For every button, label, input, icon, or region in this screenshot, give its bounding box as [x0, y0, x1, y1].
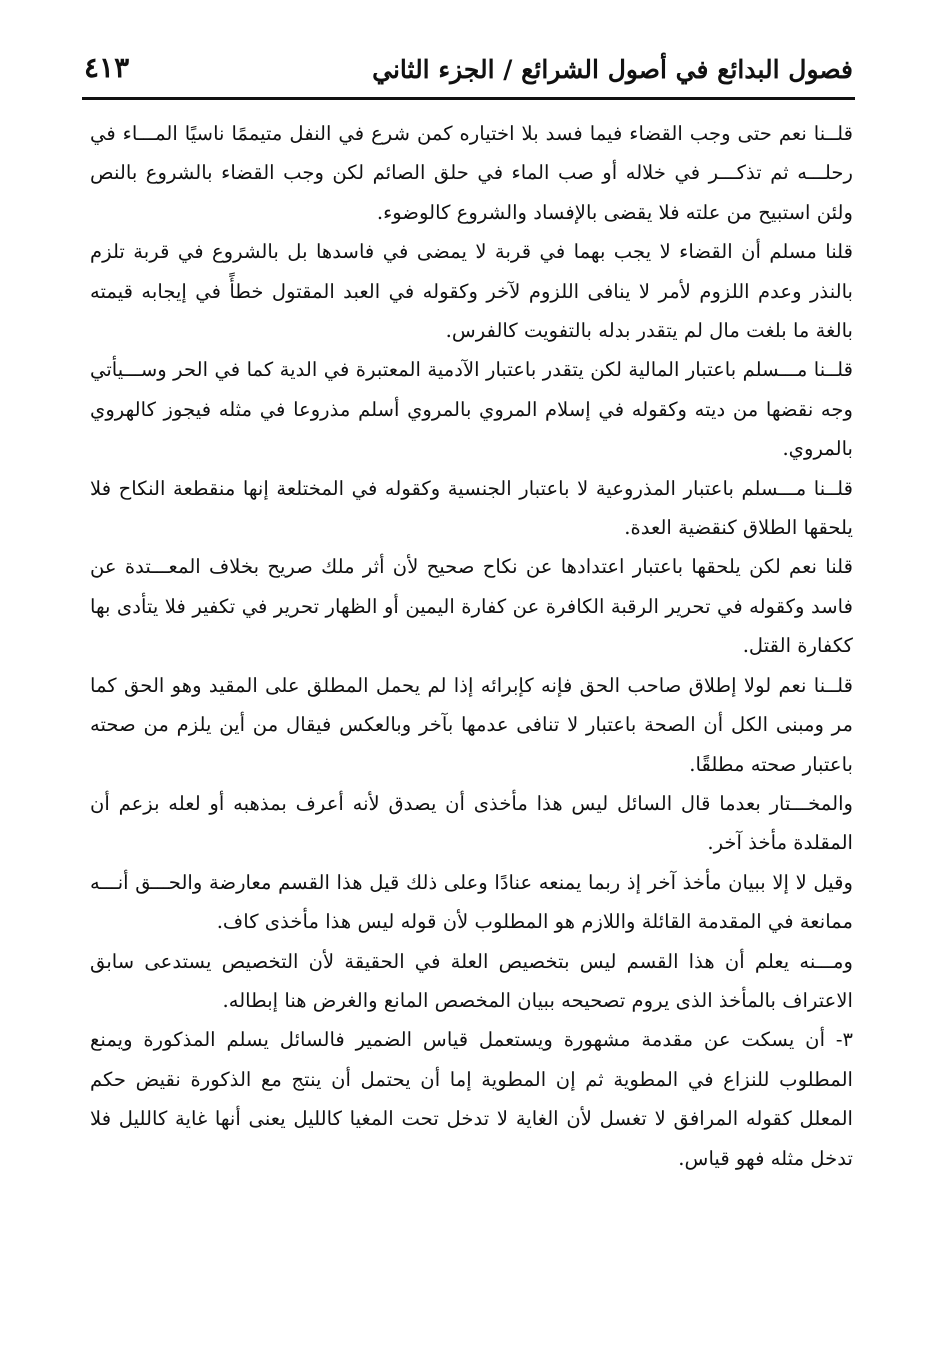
paragraph: والمخـــتار بعدما قال السائل ليس هذا مأخذى أن يصدق لأنه أعرف بمذهبه أو لعله بزعم أن المقلدة مأخذ آخر. [90, 791, 853, 855]
paragraph: ومـــنه يعلم أن هذا القسم ليس بتخصيص العلة في الحقيقة لأن التخصيص يستدعى سابق الاعتراف بالمأخذ الذى يروم تصحيحه ببيان المخصص المانع والغرض هنا إبطاله. [90, 949, 853, 1012]
paragraph: قلــنا مـــسلم باعتبار المالية لكن يتقدر باعتبار الآدمية المعتبرة في الدية كما في الحر وســـيأتي وجه نقضها من ديته وكقوله في إسلام المروي بالمروي أسلم مذروعا في مثله فيجوز كالهروي بالمروي. [90, 358, 853, 461]
running-header [84, 44, 853, 94]
paragraph: وقيل لا إلا ببيان مأخذ آخر إذ ربما يمنعه عنادًا وعلى ذلك قيل هذا القسم معارضة والحـــق أنـــه ممانعة في المقدمة القائلة واللازم هو المطلوب لأن قوله ليس هذا مأخذى كاف. [90, 870, 853, 934]
header-rule [82, 97, 855, 100]
paragraph: قلنا مسلم أن القضاء لا يجب بهما في قربة لا يمضى في فاسدها بل بالشروع في قربة تلزم بالنذر وعدم اللزوم لأمر لا ينافى اللزوم لآخر وكقوله في العبد المقتول خطأً في إيجابه قيمته بالغة ما بلغت مال لم يتقدر بدله بالتفويت كالفرس. [90, 240, 853, 343]
paragraph: قلــنا نعم حتى وجب القضاء فيما فسد بلا اختياره كمن شرع في النفل متيممًا ناسيًا المـــاء في رحلـــه ثم تذكـــر في خلاله أو صب الماء في حلق الصائم لكن وجب القضاء بالشروع بالنص ولئن استبيح من علته فلا يقضى بالإفساد والشروع كالوضوء. [90, 122, 853, 224]
page-number: ٤١٣ [84, 51, 130, 84]
paragraph: قلــنا نعم لولا إطلاق صاحب الحق فإنه كإبرائه إذا لم يحمل المطلق على المقيد وهو الحق كما مر ومبنى الكل أن الصحة باعتبار لا تنافى عدمها بآخر وبالعكس فيقال من أين يلزم من صحته باعتبار صحته مطلقًا. [90, 673, 853, 776]
paragraph: ٣- أن يسكت عن مقدمة مشهورة ويستعمل قياس الضمير فالسائل يسلم المذكورة ويمنع المطلوب للنزاع في المطوية ثم إن المطوية إما أن يحتمل أن ينتج مع الذكورة نقيض حكم المعلل كقوله المرافق لا تغسل لأن الغاية لا تدخل تحت المغيا كالليل يعنى أنها غاية كالليل فلا تدخل مثله فهو قياس. [90, 1028, 853, 1170]
paragraph: قلنا نعم لكن يلحقها باعتبار اعتدادها عن نكاح صحيح لأن أثر ملك صريح بخلاف المعـــتدة عن فاسد وكقوله في تحرير الرقبة الكافرة عن كفارة اليمين أو الظهار تحرير في تكفير فلا يتأدى بها ككفارة القتل. [90, 555, 853, 658]
paragraph: قلــنا مـــسلم باعتبار المذروعية لا باعتبار الجنسية وكقوله في المختلعة إنها منقطعة النكاح فلا يلحقها الطلاق كنقضية العدة. [90, 476, 853, 540]
main-text [90, 114, 853, 1178]
book-title: فصول البدائع في أصول الشرائع / الجزء الثاني [372, 55, 853, 84]
